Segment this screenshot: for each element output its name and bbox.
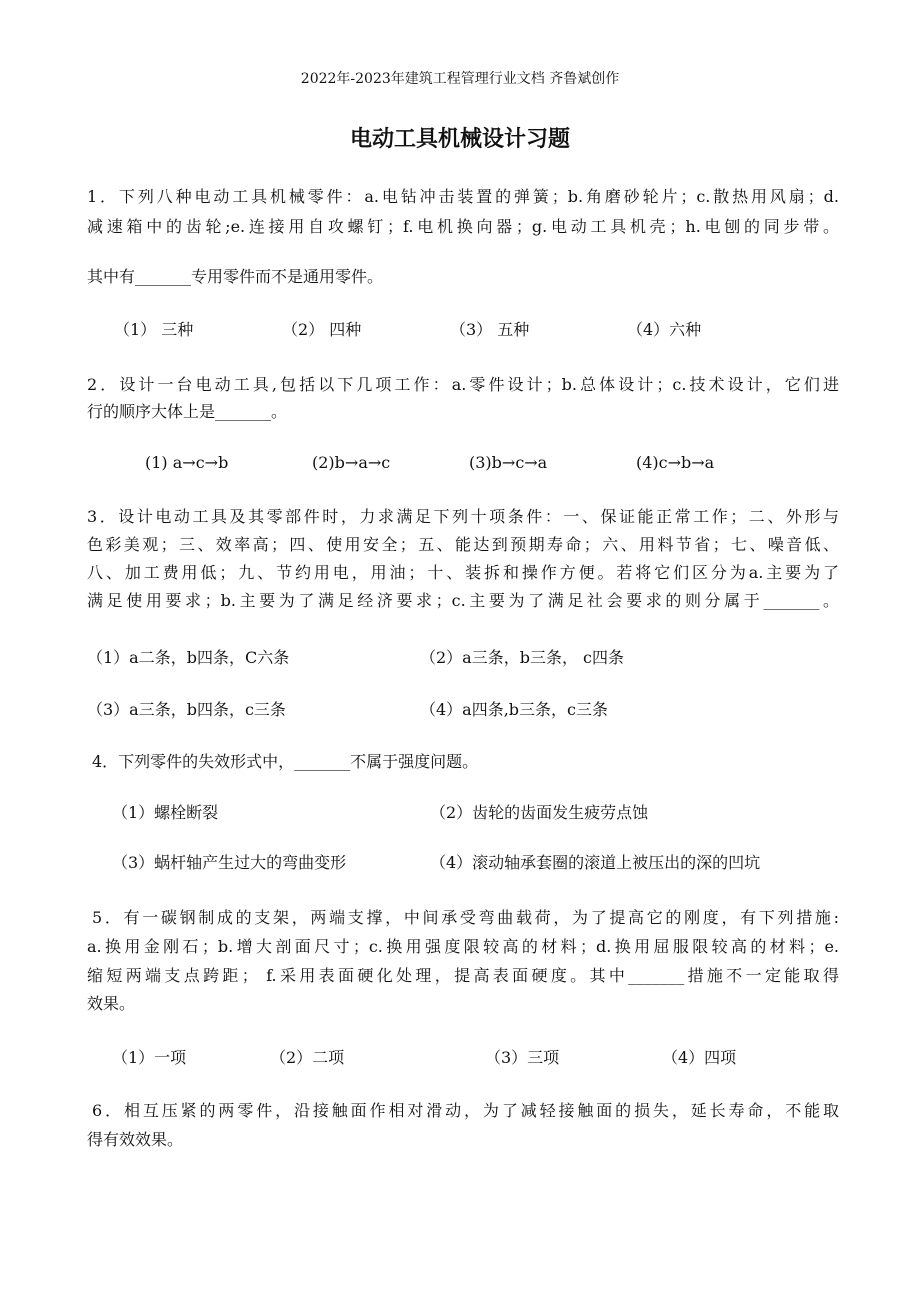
question-3-option: （4）a四条,b三条，c三条 — [420, 700, 609, 719]
question-1-option: （1） 三种 — [114, 320, 194, 339]
question-3-line: 八、加工费用低；九、节约用电，用油；十、装拆和操作方便。若将它们区分为a.主要为了 — [87, 563, 839, 582]
question-3-option: （2）a三条，b三条， c四条 — [420, 648, 625, 667]
question-6-line: 6．相互压紧的两零件，沿接触面作相对滑动，为了减轻接触面的损失，延长寿命，不能取 — [92, 1101, 839, 1120]
question-1-line: 减速箱中的齿轮;e.连接用自攻螺钉；f.电机换向器；g.电动工具机壳；h.电刨的同步带。 — [87, 217, 839, 236]
question-2-option: (2)b→a→c — [312, 453, 391, 472]
question-1-option: （2） 四种 — [282, 320, 362, 339]
question-3-line: 3．设计电动工具及其零部件时，力求满足下列十项条件：一、保证能正常工作；二、外形与 — [87, 507, 839, 526]
question-5-line: 效果。 — [87, 994, 136, 1013]
question-2-line: 行的顺序大体上是_______。 — [87, 402, 288, 421]
question-2-option: (3)b→c→a — [469, 453, 548, 472]
question-5-option: （2）二项 — [270, 1048, 345, 1067]
question-5-option: （3）三项 — [485, 1048, 560, 1067]
question-2-option: (1) a→c→b — [145, 453, 229, 472]
question-5-option: （1）一项 — [112, 1048, 187, 1067]
question-2-line: 2．设计一台电动工具,包括以下几项工作：a.零件设计；b.总体设计；c.技术设计，它们进 — [87, 375, 839, 394]
question-5-line: 5．有一碳钢制成的支架，两端支撑，中间承受弯曲载荷，为了提高它的刚度，有下列措施: — [92, 908, 839, 927]
question-1-line: 1．下列八种电动工具机械零件：a.电钻冲击装置的弹簧；b.角磨砂轮片；c.散热用风扇；d. — [87, 187, 839, 206]
question-6-line: 得有效效果。 — [87, 1130, 184, 1149]
question-1-option: （4）六种 — [627, 320, 702, 339]
question-4-option: （2）齿轮的齿面发生疲劳点蚀 — [430, 803, 649, 822]
document-title: 电动工具机械设计习题 — [349, 126, 570, 152]
question-1-line: 其中有_______专用零件而不是通用零件。 — [87, 267, 384, 286]
question-4-option: （3）蜗杆轴产生过大的弯曲变形 — [112, 853, 347, 872]
question-1-option: （3） 五种 — [450, 320, 530, 339]
question-5-line: a.换用金刚石；b.增大剖面尺寸；c.换用强度限较高的材料；d.换用屈服限较高的材料；e. — [87, 937, 839, 956]
question-2-option: (4)c→b→a — [636, 453, 715, 472]
question-3-option: （1）a二条，b四条，C六条 — [87, 648, 290, 667]
question-4-option: （1）螺栓断裂 — [112, 803, 219, 822]
question-5-option: （4）四项 — [662, 1048, 737, 1067]
question-3-line: 色彩美观；三、效率高；四、使用安全；五、能达到预期寿命；六、用料节省；七、噪音低、 — [87, 535, 839, 554]
page-header: 2022年-2023年建筑工程管理行业文档 齐鲁斌创作 — [300, 71, 620, 87]
question-3-line: 满足使用要求；b.主要为了满足经济要求；c.主要为了满足社会要求的则分属于_______。 — [87, 591, 839, 610]
question-5-line: 缩短两端支点跨距； f.采用表面硬化处理，提高表面硬度。其中_______措施不一定能取得 — [87, 966, 839, 985]
question-4-line: 4．下列零件的失效形式中，_______不属于强度问题。 — [92, 752, 479, 771]
question-4-option: （4）滚动轴承套圈的滚道上被压出的深的凹坑 — [430, 853, 761, 872]
question-3-option: （3）a三条，b四条，c三条 — [87, 700, 286, 719]
